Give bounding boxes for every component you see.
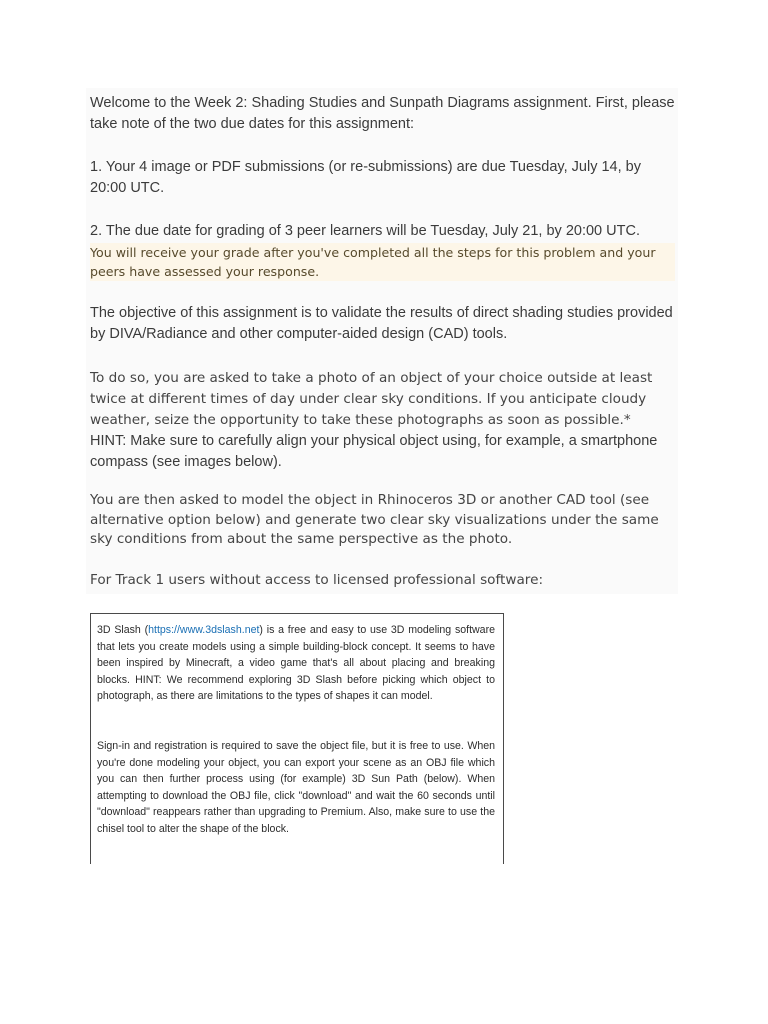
box-paragraph-1 — [97, 622, 495, 705]
objective-paragraph: The objective of this assignment is to validate the results of direct shading studies provided by DIVA/Radiance and other computer-aided design (CAD) tools. — [90, 305, 673, 342]
box-paragraph-2: Sign-in and registration is required to save the object file, but it is free to use. When you're done modeling your object, you can export your scene as an OBJ file which you can then further process using (for example) 3D Sun Path (below). When attempting to download the OBJ file, click "download" and wait the 60 seconds until "download" reappears rather than upgrading to Premium. Also, make sure to use the chisel tool to alter the shape of the block. — [97, 740, 495, 835]
task-photo-paragraph: To do so, you are asked to take a photo of an object of your choice outside at least twice at different times of day under clear sky conditions. If you anticipate cloudy weather, seize the opportunity to take these photographs as soon as possible.* — [90, 370, 653, 428]
task-model-paragraph: You are then asked to model the object in Rhinoceros 3D or another CAD tool (see alternative option below) and generate two clear sky visualizations under the same sky conditions from about the same perspective as the photo. — [90, 492, 659, 547]
due-date-2: 2. The due date for grading of 3 peer learners will be Tuesday, July 21, by 20:00 UTC. — [90, 223, 640, 239]
3dslash-link[interactable]: https://www.3dslash.net — [148, 624, 260, 636]
due-date-1: 1. Your 4 image or PDF submissions (or re-submissions) are due Tuesday, July 14, by 20:00 UTC. — [90, 159, 641, 196]
due-date-2-block — [90, 221, 675, 281]
track-note: For Track 1 users without access to licensed professional software: — [90, 572, 544, 588]
task-photo-block — [90, 368, 675, 473]
intro-paragraph: Welcome to the Week 2: Shading Studies and Sunpath Diagrams assignment. First, please take note of the two due dates for this assignment: — [90, 95, 675, 132]
grade-note: You will receive your grade after you've completed all the steps for this problem and your peers have assessed your response. — [90, 243, 675, 281]
track-1-info-box — [90, 613, 504, 864]
box-p1-start: 3D Slash ( — [97, 624, 149, 636]
box-p1-rest: ) is a free and easy to use 3D modeling software that lets you create models using a simple building-block concept. It seems to have been inspired by Minecraft, a video game that's all about placing and breaking blocks. HINT: We recommend exploring 3D Slash before picking which object to photograph, as there are limitations to the types of shapes it can model. — [97, 624, 495, 702]
hint-paragraph: HINT: Make sure to carefully align your physical object using, for example, a smartphone compass (see images below). — [90, 433, 658, 470]
